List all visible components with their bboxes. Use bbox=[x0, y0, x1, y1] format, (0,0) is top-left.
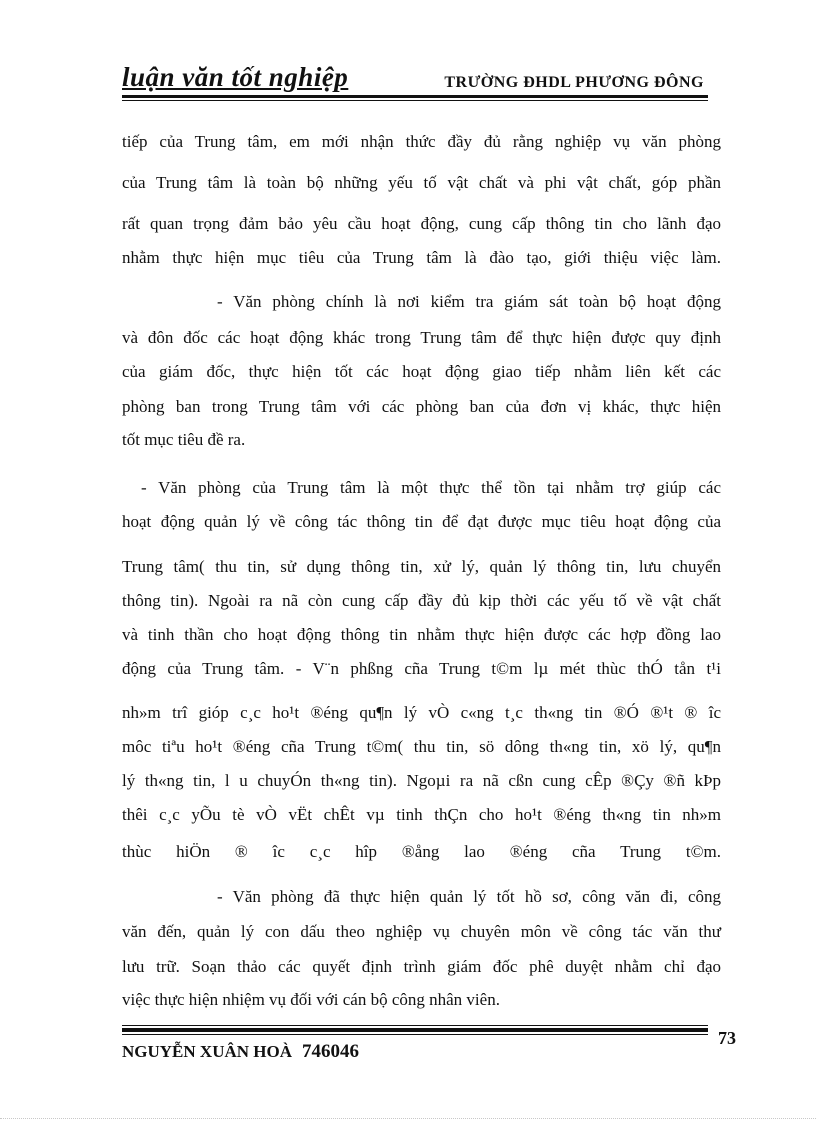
text-line: thùc hiÖn ® îc c¸c hîp ®ång lao ®éng cña Trung t©m. bbox=[122, 842, 721, 861]
header-school: TRƯỜNG ĐHDL PHƯƠNG ĐÔNG bbox=[444, 74, 704, 91]
text-line: - Văn phòng đã thực hiện quản lý tốt hồ sơ, công văn đi, công bbox=[217, 887, 721, 906]
footer-rule-thin-lower bbox=[122, 1034, 708, 1035]
author-name: NGUYỄN XUÂN HOÀ bbox=[122, 1042, 292, 1061]
footer-author-block bbox=[122, 1041, 359, 1063]
text-line: môc tiªu ho¹t ®éng cña Trung t©m( thu tin, sö dông th«ng tin, xö lý, qu¶n bbox=[122, 737, 721, 756]
text-line: văn đến, quản lý con dấu theo nghiệp vụ chuyên môn về công tác văn thư bbox=[122, 922, 721, 941]
text-line: thông tin). Ngoài ra nã còn cung cấp đầy đủ kịp thời các yếu tố về vật chất bbox=[122, 591, 721, 610]
text-line: phòng ban trong Trung tâm với các phòng ban của đơn vị khác, thực hiện bbox=[122, 397, 721, 416]
text-line: và tinh thần cho hoạt động thông tin nhằm thực hiện được các hợp đồng lao bbox=[122, 625, 721, 644]
footer-rule-thin bbox=[122, 1025, 708, 1026]
header-rule bbox=[122, 95, 708, 98]
text-line: lưu trữ. Soạn thảo các quyết định trình giám đốc phê duyệt nhằm chỉ đạo bbox=[122, 957, 721, 976]
page-number: 73 bbox=[718, 1028, 736, 1048]
footer-rule bbox=[122, 1028, 708, 1032]
text-line: - Văn phòng chính là nơi kiểm tra giám sát toàn bộ hoạt động bbox=[217, 292, 721, 311]
text-line: của giám đốc, thực hiện tốt các hoạt động giao tiếp nhằm liên kết các bbox=[122, 362, 721, 381]
student-id: 746046 bbox=[302, 1041, 359, 1062]
text-line: - Văn phòng của Trung tâm là một thực thể tồn tại nhằm trợ giúp các bbox=[141, 478, 721, 497]
text-line: việc thực hiện nhiệm vụ đối với cán bộ công nhân viên. bbox=[122, 990, 500, 1009]
text-line: tốt mục tiêu đề ra. bbox=[122, 430, 246, 449]
text-line: rất quan trọng đảm bảo yêu cầu hoạt động, cung cấp thông tin cho lãnh đạo bbox=[122, 214, 721, 233]
text-line: động của Trung tâm. - V¨n phßng cña Trung t©m lµ mét thùc thÓ tån t¹i bbox=[122, 659, 721, 678]
text-line: lý th«ng tin, l u chuyÓn th«ng tin). Ngoµi ra nã cßn cung cÊp ®Çy ®ñ kÞp bbox=[122, 771, 721, 790]
header-rule-thin bbox=[122, 100, 708, 101]
header-title: luận văn tốt nghiệp bbox=[122, 62, 349, 92]
text-line: của Trung tâm là toàn bộ những yếu tố vật chất và phi vật chất, góp phần bbox=[122, 173, 721, 192]
text-line: Trung tâm( thu tin, sử dụng thông tin, xử lý, quản lý thông tin, lưu chuyển bbox=[122, 557, 721, 576]
page-edge-divider bbox=[0, 1118, 816, 1119]
text-line: tiếp của Trung tâm, em mới nhận thức đầy đủ rằng nghiệp vụ văn phòng bbox=[122, 132, 721, 151]
text-line: nhằm thực hiện mục tiêu của Trung tâm là đào tạo, giới thiệu việc làm. bbox=[122, 248, 721, 267]
text-line: hoạt động quản lý về công tác thông tin để đạt được mục tiêu hoạt động của bbox=[122, 512, 721, 531]
text-line: thêi c¸c yÕu tè vÒ vËt chÊt vµ tinh thÇn cho ho¹t ®éng th«ng tin nh»m bbox=[122, 805, 721, 824]
text-line: và đôn đốc các hoạt động khác trong Trung tâm để thực hiện được quy định bbox=[122, 328, 721, 347]
text-line: nh»m trî gióp c¸c ho¹t ®éng qu¶n lý vÒ c«ng t¸c th«ng tin ®Ó ®¹t ® îc bbox=[122, 703, 721, 722]
